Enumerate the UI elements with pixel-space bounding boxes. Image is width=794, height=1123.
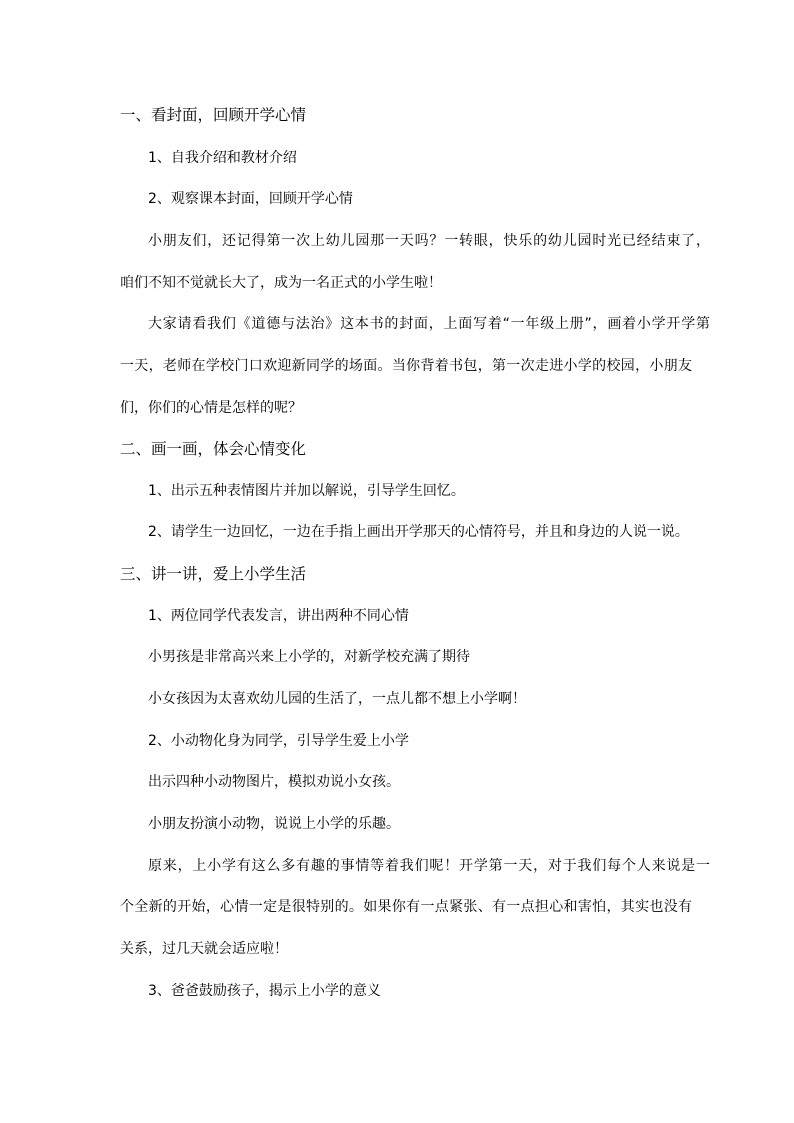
list-item: 2、请学生一边回忆，一边在手指上画出开学那天的心情符号，并且和身边的人说一说。: [148, 524, 689, 540]
list-item: 1、两位同学代表发言，讲出两种不同心情: [148, 608, 409, 624]
list-item: 出示四种小动物图片，模拟劝说小女孩。: [148, 774, 400, 790]
list-item: 2、小动物化身为同学，引导学生爱上小学: [148, 733, 409, 749]
list-item: 3、爸爸鼓励孩子，揭示上小学的意义: [148, 983, 381, 999]
paragraph-line: 一天，老师在学校门口欢迎新同学的场面。当你背着书包，第一次走进小学的校园，小朋友: [120, 358, 692, 374]
list-item: 1、自我介绍和教材介绍: [148, 150, 297, 166]
list-item: 小女孩因为太喜欢幼儿园的生活了，一点儿都不想上小学啊！: [148, 691, 526, 707]
paragraph-line: 关系，过几天就会适应啦！: [120, 941, 288, 957]
list-item: 1、出示五种表情图片并加以解说，引导学生回忆。: [148, 483, 465, 499]
paragraph-line: 咱们不知不觉就长大了，成为一名正式的小学生啦！: [120, 275, 442, 291]
section-heading-2: 二、画一画，体会心情变化: [120, 440, 307, 458]
paragraph-line: 大家请看我们《道德与法治》这本书的封面，上面写着“一年级上册”，画着小学开学第: [148, 316, 710, 332]
list-item: 小朋友扮演小动物，说说上小学的乐趣。: [148, 816, 400, 832]
section-heading-3: 三、讲一讲，爱上小学生活: [120, 565, 307, 583]
paragraph-line: 们，你们的心情是怎样的呢？: [120, 400, 302, 416]
list-item: 2、观察课本封面，回顾开学心情: [148, 191, 353, 207]
paragraph-line: 小朋友们，还记得第一次上幼儿园那一天吗？一转眼，快乐的幼儿园时光已经结束了，: [148, 233, 710, 249]
paragraph-line: 个全新的开始，心情一定是很特别的。如果你有一点紧张、有一点担心和害怕，其实也没有: [120, 899, 692, 915]
paragraph-line: 原来，上小学有这么多有趣的事情等着我们呢！开学第一天，对于我们每个人来说是一: [148, 858, 710, 874]
section-heading-1: 一、看封面，回顾开学心情: [120, 106, 307, 124]
list-item: 小男孩是非常高兴来上小学的，对新学校充满了期待: [148, 649, 470, 665]
